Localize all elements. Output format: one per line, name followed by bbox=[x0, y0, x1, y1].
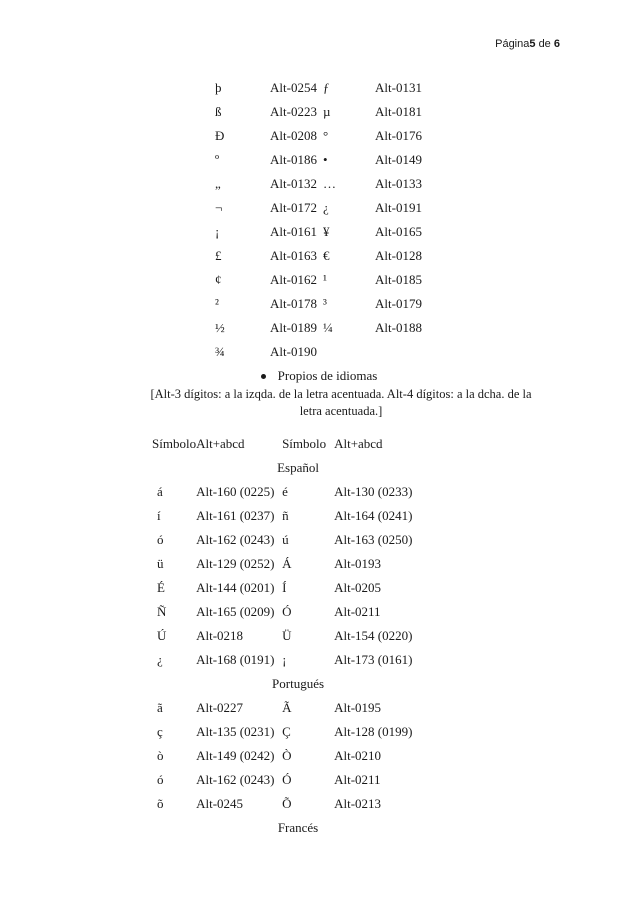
section-title-row bbox=[152, 816, 444, 840]
symbol-cell: ó bbox=[157, 532, 164, 547]
code-cell: Alt-160 (0225) bbox=[196, 484, 275, 499]
code-cell: Alt-161 (0237) bbox=[196, 508, 275, 523]
code-cell: Alt-0165 bbox=[375, 224, 422, 239]
code-cell: Alt-129 (0252) bbox=[196, 556, 275, 571]
code-cell: Alt-0193 bbox=[334, 556, 382, 571]
symbol-cell: ã bbox=[157, 700, 163, 715]
section-title-row bbox=[152, 456, 444, 480]
symbol-cell: ò bbox=[157, 748, 164, 763]
symbol-cell: ² bbox=[215, 296, 219, 311]
symbol-cell: µ bbox=[323, 104, 331, 119]
symbol-cell: € bbox=[323, 248, 330, 263]
table-row bbox=[152, 768, 444, 792]
table-row bbox=[152, 480, 444, 504]
page-label: Página bbox=[495, 38, 530, 50]
code-cell: Alt-149 (0242) bbox=[196, 748, 275, 763]
code-cell: Alt-163 (0250) bbox=[334, 532, 413, 547]
symbol-cell: Õ bbox=[282, 796, 292, 811]
symbol-cell: º bbox=[215, 152, 220, 167]
table-row bbox=[152, 600, 444, 624]
table-row bbox=[152, 648, 444, 672]
code-cell: Alt-0162 bbox=[270, 272, 317, 287]
symbol-cell: Ð bbox=[215, 128, 225, 143]
table-header-row bbox=[152, 432, 444, 456]
code-cell: Alt-165 (0209) bbox=[196, 604, 275, 619]
symbol-cell: ¥ bbox=[323, 224, 330, 239]
code-cell: Alt-0211 bbox=[334, 604, 381, 619]
code-cell: Alt-0132 bbox=[270, 176, 317, 191]
symbol-cell: ú bbox=[282, 532, 289, 547]
code-cell: Alt-154 (0220) bbox=[334, 628, 413, 643]
symbol-cell: • bbox=[323, 152, 328, 167]
code-cell: Alt-0176 bbox=[375, 128, 422, 143]
code-cell: Alt-0205 bbox=[334, 580, 382, 595]
table-row bbox=[215, 244, 465, 268]
code-cell: Alt-144 (0201) bbox=[196, 580, 275, 595]
page-total: 6 bbox=[553, 38, 560, 50]
table-row bbox=[215, 340, 465, 364]
code-cell: Alt-128 (0199) bbox=[334, 724, 413, 739]
column-header: Alt+abcd bbox=[196, 436, 245, 451]
code-cell: Alt-0227 bbox=[196, 700, 244, 715]
code-cell: Alt-0178 bbox=[270, 296, 317, 311]
symbol-cell: ¡ bbox=[282, 652, 287, 667]
code-cell: Alt-168 (0191) bbox=[196, 652, 275, 667]
code-cell: Alt-0245 bbox=[196, 796, 244, 811]
table-row bbox=[152, 744, 444, 768]
code-cell: Alt-0190 bbox=[270, 344, 317, 359]
symbol-cell: ¡ bbox=[215, 224, 220, 239]
code-cell: Alt-0131 bbox=[375, 80, 422, 95]
code-cell: Alt-162 (0243) bbox=[196, 772, 275, 787]
bullet-item bbox=[0, 368, 638, 384]
code-cell: Alt-164 (0241) bbox=[334, 508, 413, 523]
code-cell bbox=[375, 340, 465, 364]
code-cell: Alt-0191 bbox=[375, 200, 422, 215]
code-cell: Alt-0128 bbox=[375, 248, 422, 263]
symbol-cell: ° bbox=[323, 128, 329, 143]
table-row bbox=[152, 552, 444, 576]
symbol-cell: ¢ bbox=[215, 272, 222, 287]
code-cell: Alt-0210 bbox=[334, 748, 382, 763]
table-row bbox=[215, 220, 465, 244]
code-cell: Alt-0149 bbox=[375, 152, 422, 167]
page-of: de bbox=[538, 38, 551, 50]
code-cell: Alt-130 (0233) bbox=[334, 484, 413, 499]
symbol-cell: ñ bbox=[282, 508, 289, 523]
code-cell: Alt-0161 bbox=[270, 224, 317, 239]
table-row bbox=[152, 576, 444, 600]
code-cell: Alt-173 (0161) bbox=[334, 652, 413, 667]
table-row bbox=[152, 504, 444, 528]
symbol-cell: ß bbox=[215, 104, 222, 119]
code-cell: Alt-135 (0231) bbox=[196, 724, 275, 739]
symbol-cell: Ò bbox=[282, 748, 292, 763]
code-cell: Alt-0133 bbox=[375, 176, 422, 191]
section-title: Español bbox=[277, 460, 319, 475]
symbol-cell: õ bbox=[157, 796, 164, 811]
symbol-cell: ó bbox=[157, 772, 164, 787]
code-cell: Alt-0172 bbox=[270, 200, 317, 215]
symbol-cell: é bbox=[282, 484, 288, 499]
symbol-cell: ¿ bbox=[157, 652, 163, 667]
table-row bbox=[152, 696, 444, 720]
symbol-cell: „ bbox=[215, 176, 221, 191]
note-line: [Alt-3 dígitos: a la izqda. de la letra acentuada. Alt-4 dígitos: a la dcha. de la bbox=[150, 387, 532, 401]
symbol-cell: É bbox=[157, 580, 165, 595]
code-cell: Alt-0188 bbox=[375, 320, 422, 335]
code-cell: Alt-0185 bbox=[375, 272, 422, 287]
symbol-cell: ƒ bbox=[323, 80, 330, 95]
symbol-cell: ½ bbox=[215, 320, 225, 335]
symbol-cell: Á bbox=[282, 556, 292, 571]
symbol-cell: ¹ bbox=[323, 272, 327, 287]
table-row bbox=[215, 124, 465, 148]
symbol-cell: ü bbox=[157, 556, 164, 571]
table-row bbox=[152, 624, 444, 648]
code-cell: Alt-0181 bbox=[375, 104, 422, 119]
symbol-cell: ³ bbox=[323, 296, 327, 311]
code-cell: Alt-0254 bbox=[270, 80, 317, 95]
code-cell: Alt-0189 bbox=[270, 320, 317, 335]
symbol-cell: í bbox=[157, 508, 161, 523]
page-number: 5 bbox=[529, 38, 536, 50]
code-cell: Alt-0208 bbox=[270, 128, 317, 143]
column-header: Símbolo bbox=[282, 436, 327, 451]
code-cell: Alt-0218 bbox=[196, 628, 244, 643]
table-row bbox=[215, 268, 465, 292]
code-cell: Alt-0186 bbox=[270, 152, 317, 167]
symbol-cell: ¿ bbox=[323, 200, 329, 215]
symbol-cell bbox=[323, 340, 375, 364]
code-cell: Alt-0223 bbox=[270, 104, 317, 119]
note bbox=[146, 386, 536, 420]
table-row bbox=[152, 720, 444, 744]
code-cell: Alt-162 (0243) bbox=[196, 532, 275, 547]
table-row bbox=[152, 792, 444, 816]
symbol-cell: ¼ bbox=[323, 320, 333, 335]
section-title: Portugués bbox=[272, 676, 325, 691]
symbol-cell: á bbox=[157, 484, 163, 499]
code-cell: Alt-0163 bbox=[270, 248, 317, 263]
symbol-cell: ç bbox=[157, 724, 163, 739]
symbol-cell: ¬ bbox=[215, 200, 223, 215]
code-cell: Alt-0179 bbox=[375, 296, 422, 311]
symbol-cell: Ó bbox=[282, 604, 292, 619]
code-cell: Alt-0213 bbox=[334, 796, 382, 811]
language-table bbox=[152, 432, 444, 840]
symbol-cell: Ü bbox=[282, 628, 292, 643]
page-header bbox=[495, 38, 560, 50]
table-row bbox=[152, 528, 444, 552]
column-header: Alt+abcd bbox=[334, 436, 383, 451]
table-row bbox=[215, 316, 465, 340]
bullet-icon bbox=[261, 374, 266, 379]
column-header: Símbolo bbox=[152, 436, 197, 451]
symbol-cell: £ bbox=[215, 248, 222, 263]
code-cell: Alt-0195 bbox=[334, 700, 382, 715]
table-row bbox=[215, 100, 465, 124]
table-row bbox=[215, 148, 465, 172]
section-title: Francés bbox=[277, 820, 319, 835]
section-title-row bbox=[152, 672, 444, 696]
symbol-cell: Ã bbox=[282, 700, 292, 715]
symbol-cell: … bbox=[323, 176, 336, 191]
symbol-cell: Ç bbox=[282, 724, 291, 739]
table-row bbox=[215, 196, 465, 220]
note-line: letra acentuada.] bbox=[299, 404, 383, 418]
symbols-table bbox=[215, 76, 465, 364]
symbol-cell: Ó bbox=[282, 772, 292, 787]
symbol-cell: Ñ bbox=[157, 604, 167, 619]
table-row bbox=[215, 172, 465, 196]
code-cell: Alt-0211 bbox=[334, 772, 381, 787]
symbol-cell: Í bbox=[282, 580, 287, 595]
bullet-text: Propios de idiomas bbox=[277, 368, 378, 383]
table-row bbox=[215, 76, 465, 100]
symbol-cell: Ú bbox=[157, 628, 167, 643]
symbol-cell: ¾ bbox=[215, 344, 225, 359]
table-row bbox=[215, 292, 465, 316]
symbol-cell: þ bbox=[215, 80, 222, 95]
